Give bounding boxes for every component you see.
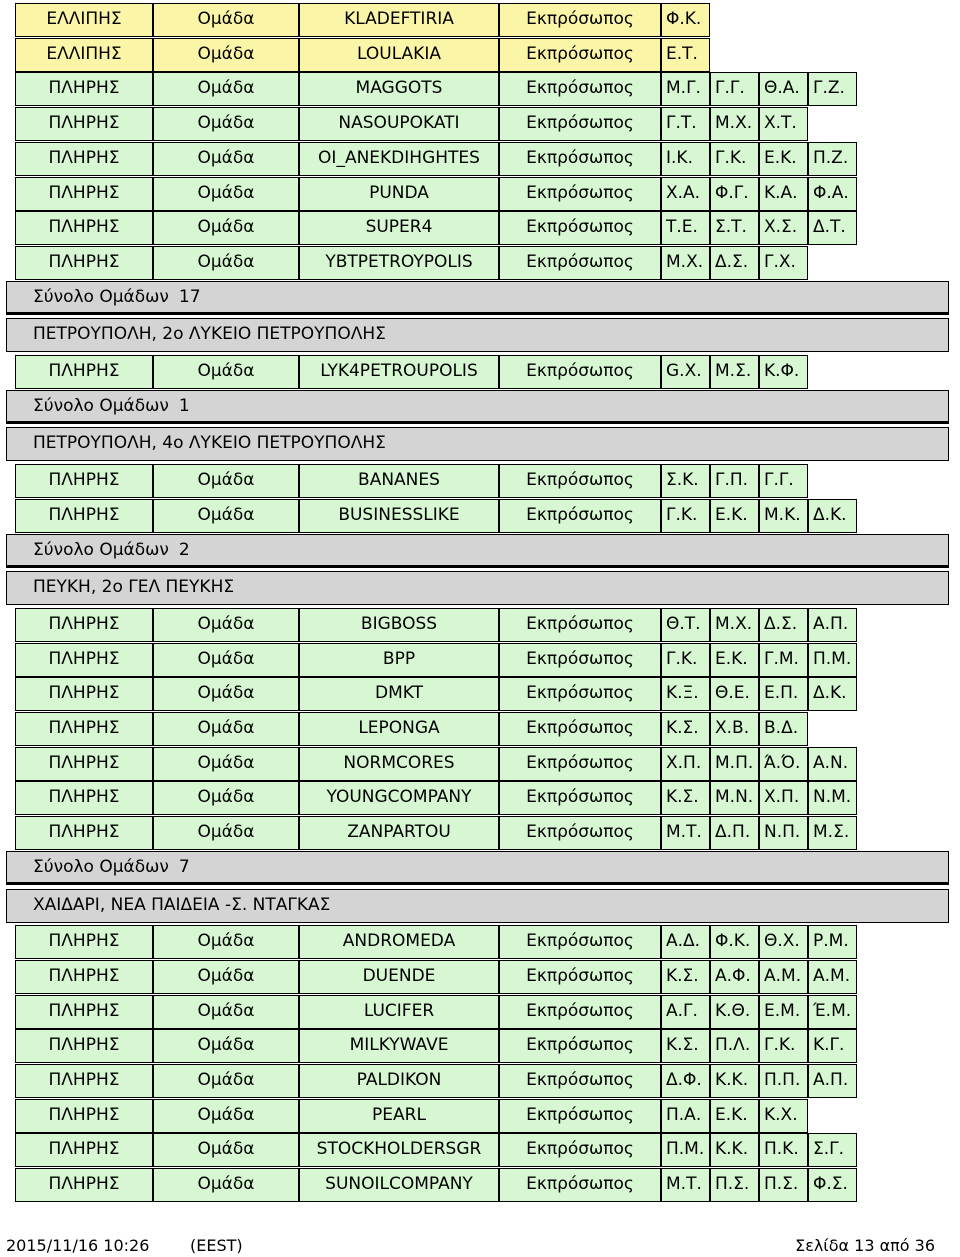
member-initials: Ι.Κ. <box>661 142 710 176</box>
member-initials: Μ.Χ. <box>710 107 759 141</box>
representative-label: Εκπρόσωπος <box>499 712 661 746</box>
member-initials: Δ.Κ. <box>808 677 857 711</box>
representative-label: Εκπρόσωπος <box>499 142 661 176</box>
member-initials: Μ.Τ. <box>661 816 710 850</box>
member-initials: Μ.Σ. <box>710 355 759 389</box>
team-label: Ομάδα <box>153 1064 299 1098</box>
member-initials: Φ.Σ. <box>808 1168 857 1202</box>
team-name: LUCIFER <box>299 995 499 1029</box>
total-label: Σύνολο Ομάδων <box>33 539 169 560</box>
team-name: MILKYWAVE <box>299 1029 499 1063</box>
team-name: YBTPETROYPOLIS <box>299 246 499 280</box>
member-initials: Γ.Κ. <box>759 1029 808 1063</box>
member-initials: Α.Ν. <box>808 747 857 781</box>
team-status: ΠΛΗΡΗΣ <box>15 1029 153 1063</box>
member-initials: Ε.Κ. <box>759 142 808 176</box>
group-total-bar <box>6 390 949 424</box>
team-status: ΠΛΗΡΗΣ <box>15 355 153 389</box>
member-initials: Κ.Σ. <box>661 960 710 994</box>
member-initials: Ρ.Μ. <box>808 925 857 959</box>
member-initials: Α.Π. <box>808 1064 857 1098</box>
team-label: Ομάδα <box>153 747 299 781</box>
total-label: Σύνολο Ομάδων <box>33 856 169 877</box>
member-initials: Κ.Φ. <box>759 355 808 389</box>
member-initials: Ε.Τ. <box>661 38 710 72</box>
timezone-label: (EEST) <box>190 1236 243 1255</box>
member-initials: Ε.Κ. <box>710 643 759 677</box>
representative-label: Εκπρόσωπος <box>499 1029 661 1063</box>
team-label: Ομάδα <box>153 499 299 533</box>
member-initials: Φ.Α. <box>808 177 857 211</box>
team-status: ΠΛΗΡΗΣ <box>15 1168 153 1202</box>
representative-label: Εκπρόσωπος <box>499 3 661 37</box>
representative-label: Εκπρόσωπος <box>499 816 661 850</box>
member-initials: Γ.Κ. <box>710 142 759 176</box>
member-initials: Σ.Κ. <box>661 464 710 498</box>
team-label: Ομάδα <box>153 3 299 37</box>
team-status: ΕΛΛΙΠΗΣ <box>15 38 153 72</box>
school-header: ΧΑΙΔΑΡΙ, ΝΕΑ ΠΑΙΔΕΙΑ -Σ. ΝΤΑΓΚΑΣ <box>6 889 949 923</box>
team-name: PEARL <box>299 1099 499 1133</box>
total-count: 2 <box>178 539 190 560</box>
total-count: 1 <box>178 395 190 416</box>
member-initials: Μ.Σ. <box>808 816 857 850</box>
member-initials: Σ.Γ. <box>808 1133 857 1167</box>
team-label: Ομάδα <box>153 816 299 850</box>
team-name: YOUNGCOMPANY <box>299 781 499 815</box>
team-name: LOULAKIA <box>299 38 499 72</box>
member-initials: Κ.Χ. <box>759 1099 808 1133</box>
team-status: ΠΛΗΡΗΣ <box>15 464 153 498</box>
team-label: Ομάδα <box>153 960 299 994</box>
team-name: DUENDE <box>299 960 499 994</box>
group-total-bar <box>6 851 949 885</box>
team-label: Ομάδα <box>153 608 299 642</box>
total-label: Σύνολο Ομάδων <box>33 395 169 416</box>
member-initials: Π.Σ. <box>759 1168 808 1202</box>
team-status: ΠΛΗΡΗΣ <box>15 960 153 994</box>
team-name: LEPONGA <box>299 712 499 746</box>
team-name: BPP <box>299 643 499 677</box>
representative-label: Εκπρόσωπος <box>499 38 661 72</box>
team-status: ΠΛΗΡΗΣ <box>15 72 153 106</box>
member-initials: Φ.Γ. <box>710 177 759 211</box>
team-status: ΠΛΗΡΗΣ <box>15 142 153 176</box>
member-initials: Π.Μ. <box>661 1133 710 1167</box>
member-initials: Θ.Ε. <box>710 677 759 711</box>
member-initials: Γ.Π. <box>710 464 759 498</box>
team-name: OI_ANEKDIHGHTES <box>299 142 499 176</box>
member-initials: Π.Μ. <box>808 643 857 677</box>
member-initials: Κ.Α. <box>759 177 808 211</box>
member-initials: Θ.Χ. <box>759 925 808 959</box>
team-label: Ομάδα <box>153 995 299 1029</box>
member-initials: Ά.Ό. <box>759 747 808 781</box>
page-number: Σελίδα 13 από 36 <box>795 1236 935 1255</box>
representative-label: Εκπρόσωπος <box>499 677 661 711</box>
team-name: SUPER4 <box>299 211 499 245</box>
member-initials: Θ.Τ. <box>661 608 710 642</box>
team-status: ΕΛΛΙΠΗΣ <box>15 3 153 37</box>
member-initials: Δ.Π. <box>710 816 759 850</box>
member-initials: Κ.Γ. <box>808 1029 857 1063</box>
member-initials: Π.Σ. <box>710 1168 759 1202</box>
member-initials: Μ.Ν. <box>710 781 759 815</box>
member-initials: Α.Π. <box>808 608 857 642</box>
team-label: Ομάδα <box>153 211 299 245</box>
representative-label: Εκπρόσωπος <box>499 995 661 1029</box>
member-initials: Κ.Κ. <box>710 1064 759 1098</box>
member-initials: Γ.Ζ. <box>808 72 857 106</box>
representative-label: Εκπρόσωπος <box>499 1133 661 1167</box>
team-name: DMKT <box>299 677 499 711</box>
member-initials: Φ.Κ. <box>661 3 710 37</box>
representative-label: Εκπρόσωπος <box>499 72 661 106</box>
member-initials: Ν.Π. <box>759 816 808 850</box>
member-initials: Δ.Κ. <box>808 499 857 533</box>
member-initials: Κ.Θ. <box>710 995 759 1029</box>
print-timestamp: 2015/11/16 10:26 <box>6 1236 150 1255</box>
member-initials: Α.Φ. <box>710 960 759 994</box>
school-header: ΠΕΥΚΗ, 2ο ΓΕΛ ΠΕΥΚΗΣ <box>6 571 949 605</box>
team-label: Ομάδα <box>153 677 299 711</box>
team-label: Ομάδα <box>153 781 299 815</box>
representative-label: Εκπρόσωπος <box>499 925 661 959</box>
member-initials: Μ.Τ. <box>661 1168 710 1202</box>
member-initials: Π.Π. <box>759 1064 808 1098</box>
team-label: Ομάδα <box>153 355 299 389</box>
member-initials: Γ.Κ. <box>661 499 710 533</box>
member-initials: Α.Μ. <box>808 960 857 994</box>
member-initials: Κ.Κ. <box>710 1133 759 1167</box>
representative-label: Εκπρόσωπος <box>499 246 661 280</box>
member-initials: Κ.Σ. <box>661 712 710 746</box>
member-initials: Δ.Σ. <box>759 608 808 642</box>
team-name: ZANPARTOU <box>299 816 499 850</box>
team-label: Ομάδα <box>153 177 299 211</box>
member-initials: Ε.Π. <box>759 677 808 711</box>
total-label: Σύνολο Ομάδων <box>33 286 169 307</box>
member-initials: Θ.Α. <box>759 72 808 106</box>
team-name: STOCKHOLDERSGR <box>299 1133 499 1167</box>
member-initials: Τ.Ε. <box>661 211 710 245</box>
member-initials: Μ.Γ. <box>661 72 710 106</box>
member-initials: Χ.Β. <box>710 712 759 746</box>
member-initials: Δ.Σ. <box>710 246 759 280</box>
team-status: ΠΛΗΡΗΣ <box>15 177 153 211</box>
member-initials: Β.Δ. <box>759 712 808 746</box>
member-initials: Έ.Μ. <box>808 995 857 1029</box>
member-initials: Κ.Σ. <box>661 1029 710 1063</box>
member-initials: Ε.Κ. <box>710 499 759 533</box>
team-status: ΠΛΗΡΗΣ <box>15 816 153 850</box>
member-initials: Χ.Π. <box>759 781 808 815</box>
team-status: ΠΛΗΡΗΣ <box>15 995 153 1029</box>
member-initials: Κ.Σ. <box>661 781 710 815</box>
team-name: ANDROMEDA <box>299 925 499 959</box>
team-name: BUSINESSLIKE <box>299 499 499 533</box>
member-initials: Γ.Γ. <box>710 72 759 106</box>
member-initials: Π.Λ. <box>710 1029 759 1063</box>
member-initials: Χ.Τ. <box>759 107 808 141</box>
total-count: 7 <box>178 856 190 877</box>
representative-label: Εκπρόσωπος <box>499 1168 661 1202</box>
team-label: Ομάδα <box>153 1133 299 1167</box>
member-initials: Π.Κ. <box>759 1133 808 1167</box>
member-initials: Π.Α. <box>661 1099 710 1133</box>
member-initials: Ε.Μ. <box>759 995 808 1029</box>
representative-label: Εκπρόσωπος <box>499 1064 661 1098</box>
member-initials: Α.Δ. <box>661 925 710 959</box>
team-status: ΠΛΗΡΗΣ <box>15 712 153 746</box>
team-label: Ομάδα <box>153 1099 299 1133</box>
team-name: LYK4PETROUPOLIS <box>299 355 499 389</box>
team-status: ΠΛΗΡΗΣ <box>15 499 153 533</box>
school-header: ΠΕΤΡΟΥΠΟΛΗ, 4ο ΛΥΚΕΙΟ ΠΕΤΡΟΥΠΟΛΗΣ <box>6 427 949 461</box>
representative-label: Εκπρόσωπος <box>499 1099 661 1133</box>
team-name: BIGBOSS <box>299 608 499 642</box>
member-initials: Α.Γ. <box>661 995 710 1029</box>
representative-label: Εκπρόσωπος <box>499 608 661 642</box>
team-name: BANANES <box>299 464 499 498</box>
team-label: Ομάδα <box>153 464 299 498</box>
team-name: PUNDA <box>299 177 499 211</box>
member-initials: Ε.Κ. <box>710 1099 759 1133</box>
team-status: ΠΛΗΡΗΣ <box>15 747 153 781</box>
team-status: ΠΛΗΡΗΣ <box>15 1064 153 1098</box>
member-initials: Χ.Α. <box>661 177 710 211</box>
member-initials: Χ.Π. <box>661 747 710 781</box>
team-label: Ομάδα <box>153 107 299 141</box>
team-label: Ομάδα <box>153 246 299 280</box>
team-status: ΠΛΗΡΗΣ <box>15 107 153 141</box>
total-count: 17 <box>178 286 201 307</box>
member-initials: G.Χ. <box>661 355 710 389</box>
representative-label: Εκπρόσωπος <box>499 643 661 677</box>
member-initials: Μ.Κ. <box>759 499 808 533</box>
representative-label: Εκπρόσωπος <box>499 211 661 245</box>
member-initials: Δ.Τ. <box>808 211 857 245</box>
team-label: Ομάδα <box>153 1168 299 1202</box>
representative-label: Εκπρόσωπος <box>499 499 661 533</box>
representative-label: Εκπρόσωπος <box>499 355 661 389</box>
representative-label: Εκπρόσωπος <box>499 464 661 498</box>
team-name: MAGGOTS <box>299 72 499 106</box>
member-initials: Γ.Τ. <box>661 107 710 141</box>
school-header: ΠΕΤΡΟΥΠΟΛΗ, 2ο ΛΥΚΕΙΟ ΠΕΤΡΟΥΠΟΛΗΣ <box>6 318 949 352</box>
member-initials: Χ.Σ. <box>759 211 808 245</box>
member-initials: Δ.Φ. <box>661 1064 710 1098</box>
representative-label: Εκπρόσωπος <box>499 747 661 781</box>
team-name: NASOUPOKATI <box>299 107 499 141</box>
team-label: Ομάδα <box>153 142 299 176</box>
team-status: ΠΛΗΡΗΣ <box>15 211 153 245</box>
representative-label: Εκπρόσωπος <box>499 107 661 141</box>
team-label: Ομάδα <box>153 72 299 106</box>
team-status: ΠΛΗΡΗΣ <box>15 1133 153 1167</box>
team-status: ΠΛΗΡΗΣ <box>15 246 153 280</box>
team-label: Ομάδα <box>153 712 299 746</box>
member-initials: Μ.Χ. <box>710 608 759 642</box>
team-status: ΠΛΗΡΗΣ <box>15 1099 153 1133</box>
member-initials: Γ.Γ. <box>759 464 808 498</box>
team-status: ΠΛΗΡΗΣ <box>15 925 153 959</box>
team-name: KLADEFTIRIA <box>299 3 499 37</box>
team-name: NORMCORES <box>299 747 499 781</box>
member-initials: Σ.Τ. <box>710 211 759 245</box>
group-total-bar <box>6 281 949 315</box>
team-status: ΠΛΗΡΗΣ <box>15 643 153 677</box>
group-total-bar <box>6 534 949 568</box>
member-initials: Ν.Μ. <box>808 781 857 815</box>
member-initials: Φ.Κ. <box>710 925 759 959</box>
member-initials: Γ.Χ. <box>759 246 808 280</box>
team-name: SUNOILCOMPANY <box>299 1168 499 1202</box>
member-initials: Α.Μ. <box>759 960 808 994</box>
member-initials: Μ.Χ. <box>661 246 710 280</box>
team-status: ΠΛΗΡΗΣ <box>15 781 153 815</box>
representative-label: Εκπρόσωπος <box>499 177 661 211</box>
team-label: Ομάδα <box>153 925 299 959</box>
team-label: Ομάδα <box>153 1029 299 1063</box>
representative-label: Εκπρόσωπος <box>499 960 661 994</box>
representative-label: Εκπρόσωπος <box>499 781 661 815</box>
team-name: PALDIKON <box>299 1064 499 1098</box>
member-initials: Π.Ζ. <box>808 142 857 176</box>
team-status: ΠΛΗΡΗΣ <box>15 608 153 642</box>
team-label: Ομάδα <box>153 643 299 677</box>
member-initials: Γ.Κ. <box>661 643 710 677</box>
member-initials: Μ.Π. <box>710 747 759 781</box>
member-initials: Κ.Ξ. <box>661 677 710 711</box>
team-status: ΠΛΗΡΗΣ <box>15 677 153 711</box>
member-initials: Γ.Μ. <box>759 643 808 677</box>
team-label: Ομάδα <box>153 38 299 72</box>
